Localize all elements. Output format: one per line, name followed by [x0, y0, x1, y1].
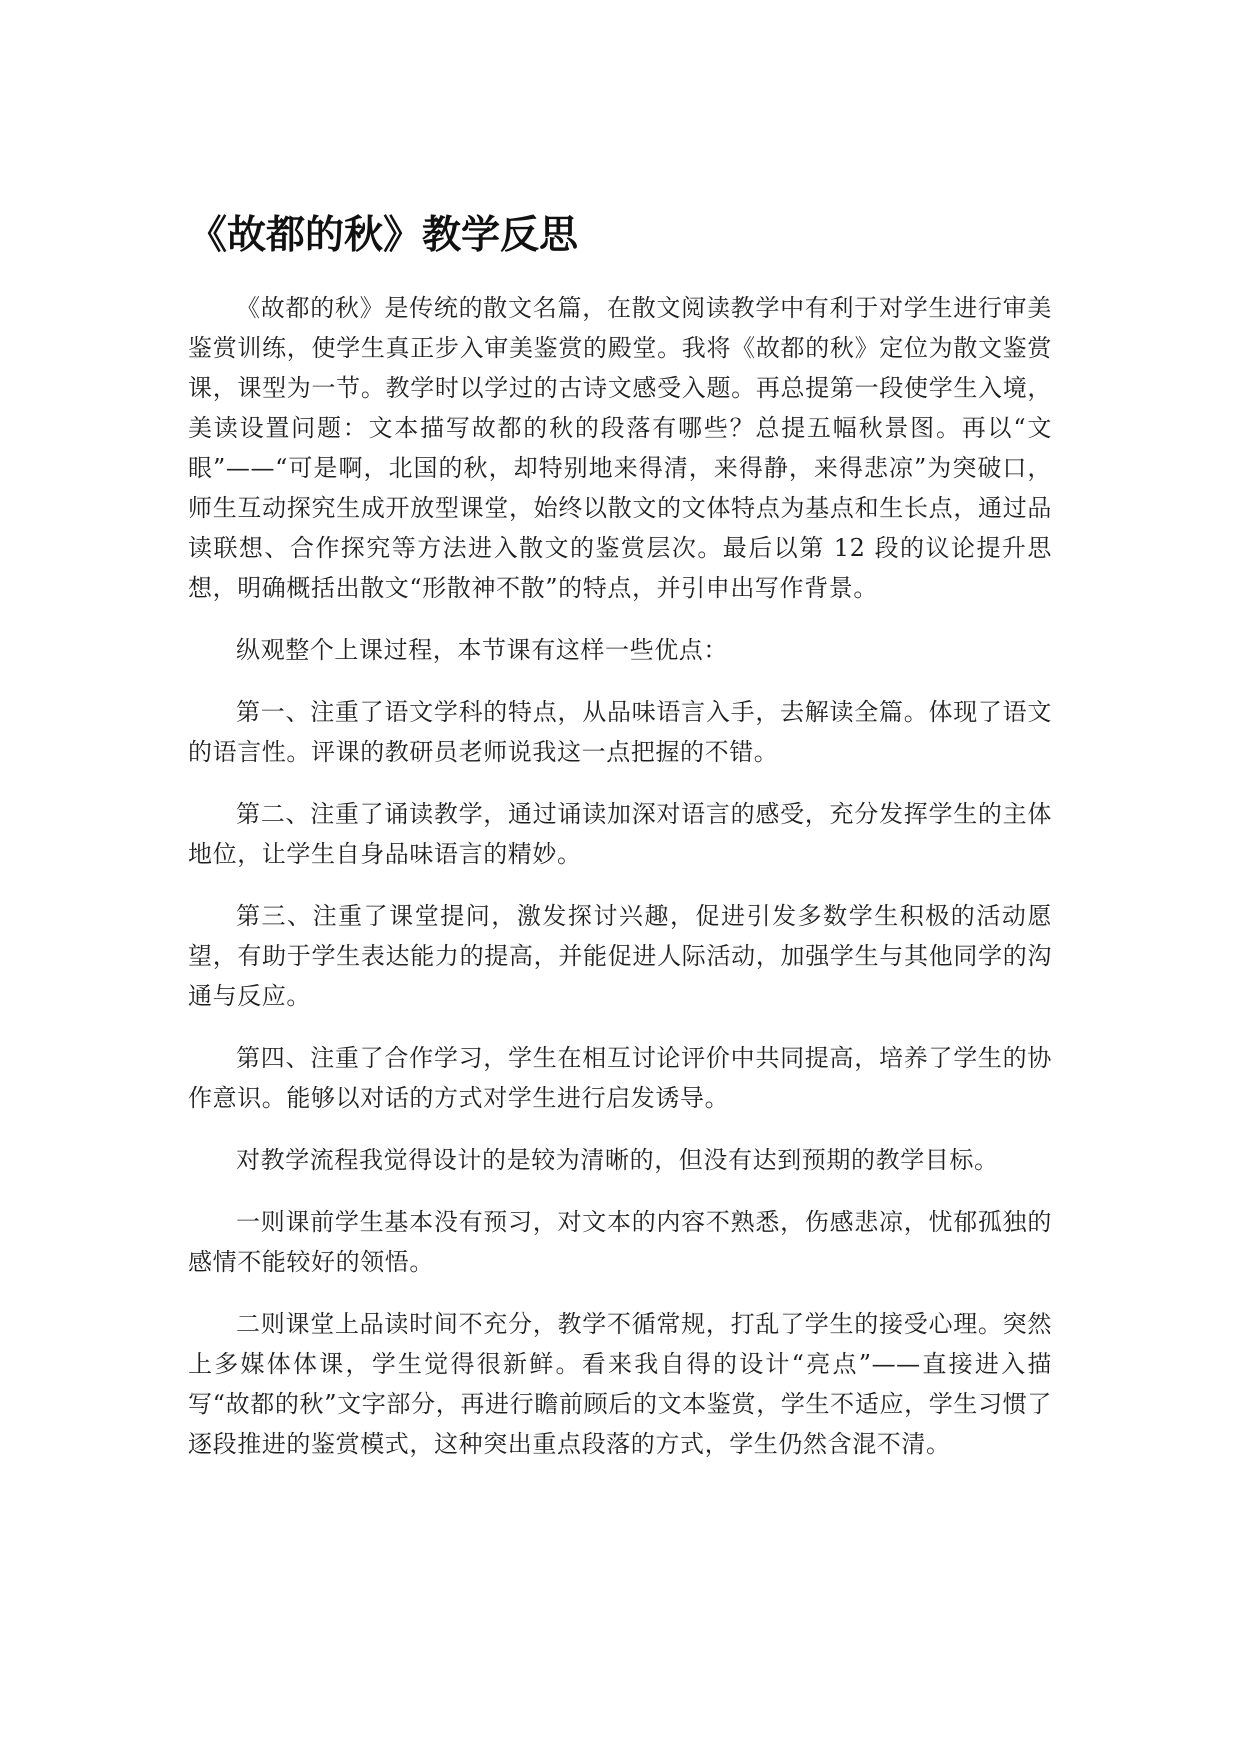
paragraph-flow-reflection: 对教学流程我觉得设计的是较为清晰的，但没有达到预期的教学目标。: [236, 1146, 999, 1174]
paragraph-point-two: 第二、注重了诵读教学，通过诵读加深对语言的感受，充分发挥学生的主体地位，让学生自身品味语言的精妙。: [188, 800, 1052, 868]
paragraph-point-four: 第四、注重了合作学习，学生在相互讨论评价中共同提高，培养了学生的协作意识。能够以对话的方式对学生进行启发诱导。: [188, 1044, 1052, 1112]
document-body: [188, 288, 1052, 1486]
document-title: 《故都的秋》教学反思: [188, 213, 579, 258]
paragraph-reason-two: 二则课堂上品读时间不充分，教学不循常规，打乱了学生的接受心理。突然上多媒体体课，学生觉得很新鲜。看来我自得的设计“亮点”——直接进入描写“故都的秋”文字部分，再进行瞻前顾后的文本鉴赏，学生不适应，学生习惯了逐段推进的鉴赏模式，这种突出重点段落的方式，学生仍然含混不清。: [188, 1310, 1052, 1458]
paragraph-intro: 《故都的秋》是传统的散文名篇，在散文阅读教学中有利于对学生进行审美鉴赏训练，使学生真正步入审美鉴赏的殿堂。我将《故都的秋》定位为散文鉴赏课，课型为一节。教学时以学过的古诗文感受入题。再总提第一段使学生入境，美读设置问题：文本描写故都的秋的段落有哪些？总提五幅秋景图。再以“文眼”——“可是啊，北国的秋，却特别地来得清，来得静，来得悲凉”为突破口，师生互动探究生成开放型课堂，始终以散文的文体特点为基点和生长点，通过品读联想、合作探究等方法进入散文的鉴赏层次。最后以第 12 段的议论提升思想，明确概括出散文“形散神不散”的特点，并引申出写作背景。: [188, 294, 1052, 602]
paragraph-point-three: 第三、注重了课堂提问，激发探讨兴趣，促进引发多数学生积极的活动愿望，有助于学生表达能力的提高，并能促进人际活动，加强学生与其他同学的沟通与反应。: [188, 902, 1052, 1010]
paragraph-advantages-lead: 纵观整个上课过程，本节课有这样一些优点：: [236, 636, 728, 664]
paragraph-point-one: 第一、注重了语文学科的特点，从品味语言入手，去解读全篇。体现了语文的语言性。评课的教研员老师说我这一点把握的不错。: [188, 698, 1052, 766]
paragraph-reason-one: 一则课前学生基本没有预习，对文本的内容不熟悉，伤感悲凉，忧郁孤独的感情不能较好的领悟。: [188, 1208, 1052, 1276]
